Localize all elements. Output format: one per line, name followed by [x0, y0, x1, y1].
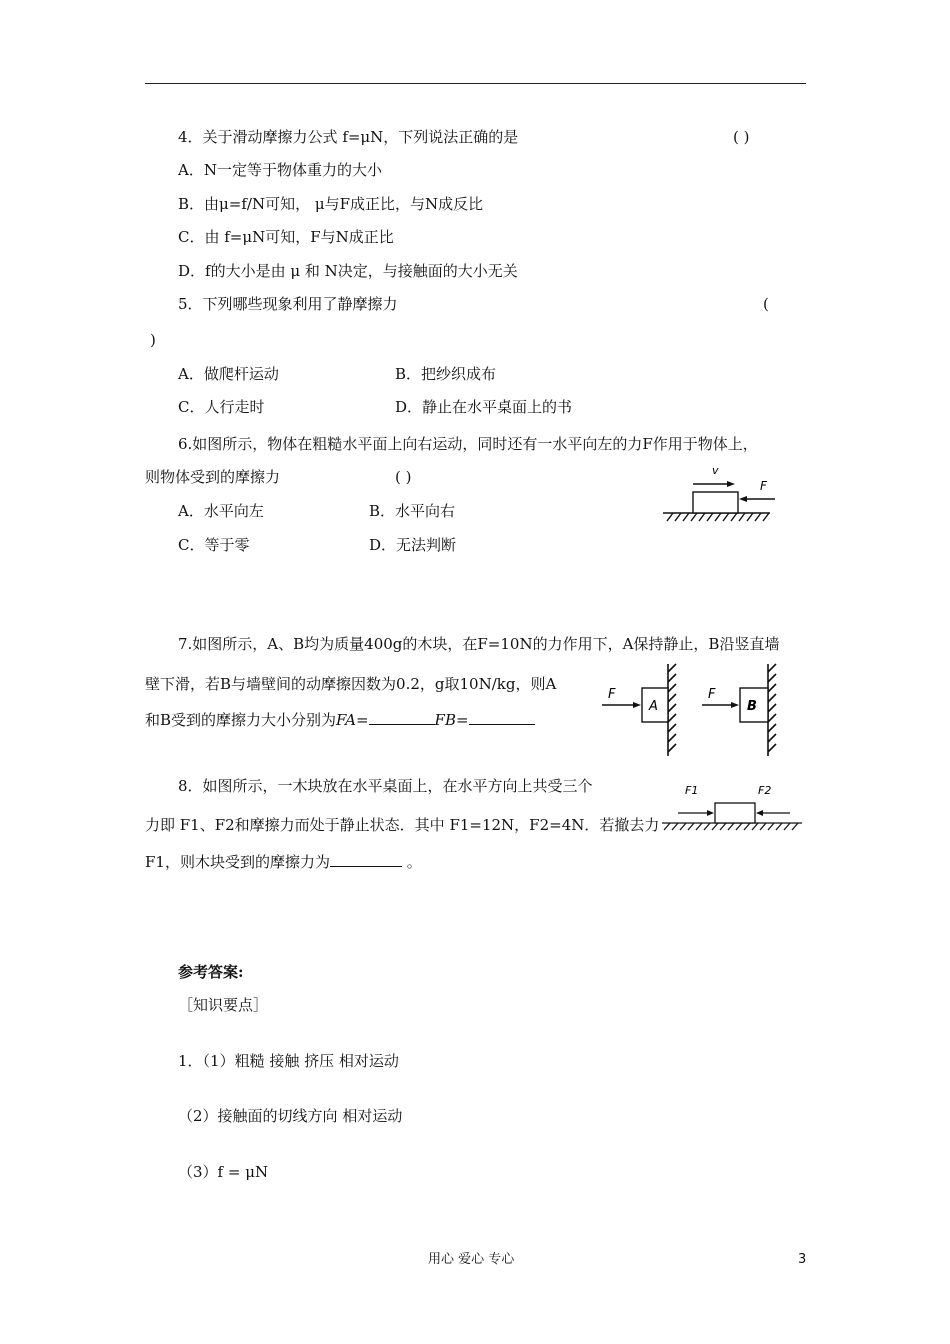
q6-option-d: D．无法判断	[369, 536, 457, 554]
f2-label: F2	[758, 784, 772, 797]
q8-figure	[660, 778, 805, 838]
page-number: 3	[798, 1252, 807, 1267]
q4-option-c: C．由 f=μN可知，F与N成正比	[178, 228, 394, 246]
force-b-label: F	[708, 687, 716, 702]
q5-option-d: D．静止在水平桌面上的书	[395, 398, 573, 416]
q6-option-a: A．水平向左	[178, 502, 264, 520]
q5-paren-open: (	[763, 295, 769, 313]
q5-option-c: C．人行走时	[178, 398, 265, 416]
friction-blank[interactable]	[330, 852, 402, 867]
q7-line1: 7.如图所示，A、B均为质量400g的木块，在F=10N的力作用下，A保持静止，B沿竖直墙	[178, 635, 780, 653]
wall-a	[668, 664, 676, 756]
q8-line3-suffix: 。	[401, 853, 422, 871]
answer-3: （3）f = μN	[178, 1163, 269, 1181]
q5-stem: 5．下列哪些现象利用了静摩擦力	[178, 295, 398, 313]
q6-line2: 则物体受到的摩擦力	[145, 468, 281, 486]
q4-option-d: D．f的大小是由 μ 和 N决定，与接触面的大小无关	[178, 262, 518, 280]
q6-option-c: C．等于零	[178, 536, 250, 554]
q4-option-a: A．N一定等于物体重力的大小	[178, 161, 382, 179]
q7-line3	[145, 710, 535, 730]
answers-heading: 参考答案:	[178, 963, 244, 981]
q8-line1: 8．如图所示，一木块放在水平桌面上，在水平方向上共受三个	[178, 777, 593, 795]
f1-label: F1	[685, 784, 699, 797]
wood-block	[715, 803, 755, 823]
table-hatch	[662, 823, 802, 830]
q8-line3-prefix: F1，则木块受到的摩擦力为	[145, 853, 330, 871]
q5-paren-close: )	[150, 331, 156, 349]
q5-option-b: B．把纱织成布	[395, 365, 497, 383]
block-b-label: B	[747, 699, 757, 714]
q5-option-a: A．做爬杆运动	[178, 365, 279, 383]
velocity-label: v	[712, 464, 719, 477]
force-a-label: F	[608, 687, 616, 702]
q6-option-b: B．水平向右	[369, 502, 456, 520]
ground-hatch	[663, 513, 770, 521]
q7-line3-prefix: 和B受到的摩擦力大小分别为	[145, 711, 337, 729]
fa-blank[interactable]	[369, 710, 435, 725]
q6-line1: 6.如图所示，物体在粗糙水平面上向右运动，同时还有一水平向左的力F作用于物体上，	[178, 435, 758, 453]
q6-figure	[655, 455, 780, 530]
answers-section: ［知识要点］	[178, 996, 269, 1014]
footer-text: 用心 爱心 专心	[428, 1252, 515, 1267]
fa-label: FA=	[336, 711, 369, 729]
block	[693, 492, 738, 513]
fb-blank[interactable]	[469, 710, 535, 725]
force-label: F	[760, 479, 767, 493]
header-rule	[145, 83, 806, 84]
q7-figure	[598, 660, 798, 760]
block-a-label: A	[649, 699, 658, 714]
answer-2: （2）接触面的切线方向 相对运动	[178, 1107, 403, 1125]
fb-label: FB=	[434, 711, 469, 729]
q7-line2: 壁下滑，若B与墙壁间的动摩擦因数为0.2，g取10N/kg，则A	[145, 675, 557, 693]
q4-stem: 4．关于滑动摩擦力公式 f=μN，下列说法正确的是	[178, 128, 519, 146]
q6-answer-paren: ( )	[395, 468, 412, 486]
answer-1: 1．（1）粗糙 接触 挤压 相对运动	[178, 1052, 399, 1070]
q4-answer-paren: ( )	[733, 128, 750, 146]
wall-b	[768, 664, 776, 756]
q8-line3	[145, 852, 422, 872]
q8-line2: 力即 F1、F2和摩擦力而处于静止状态．其中 F1=12N，F2=4N．若撤去力	[145, 816, 660, 834]
q4-option-b: B．由μ=f/N可知， μ与F成正比，与N成反比	[178, 195, 484, 213]
